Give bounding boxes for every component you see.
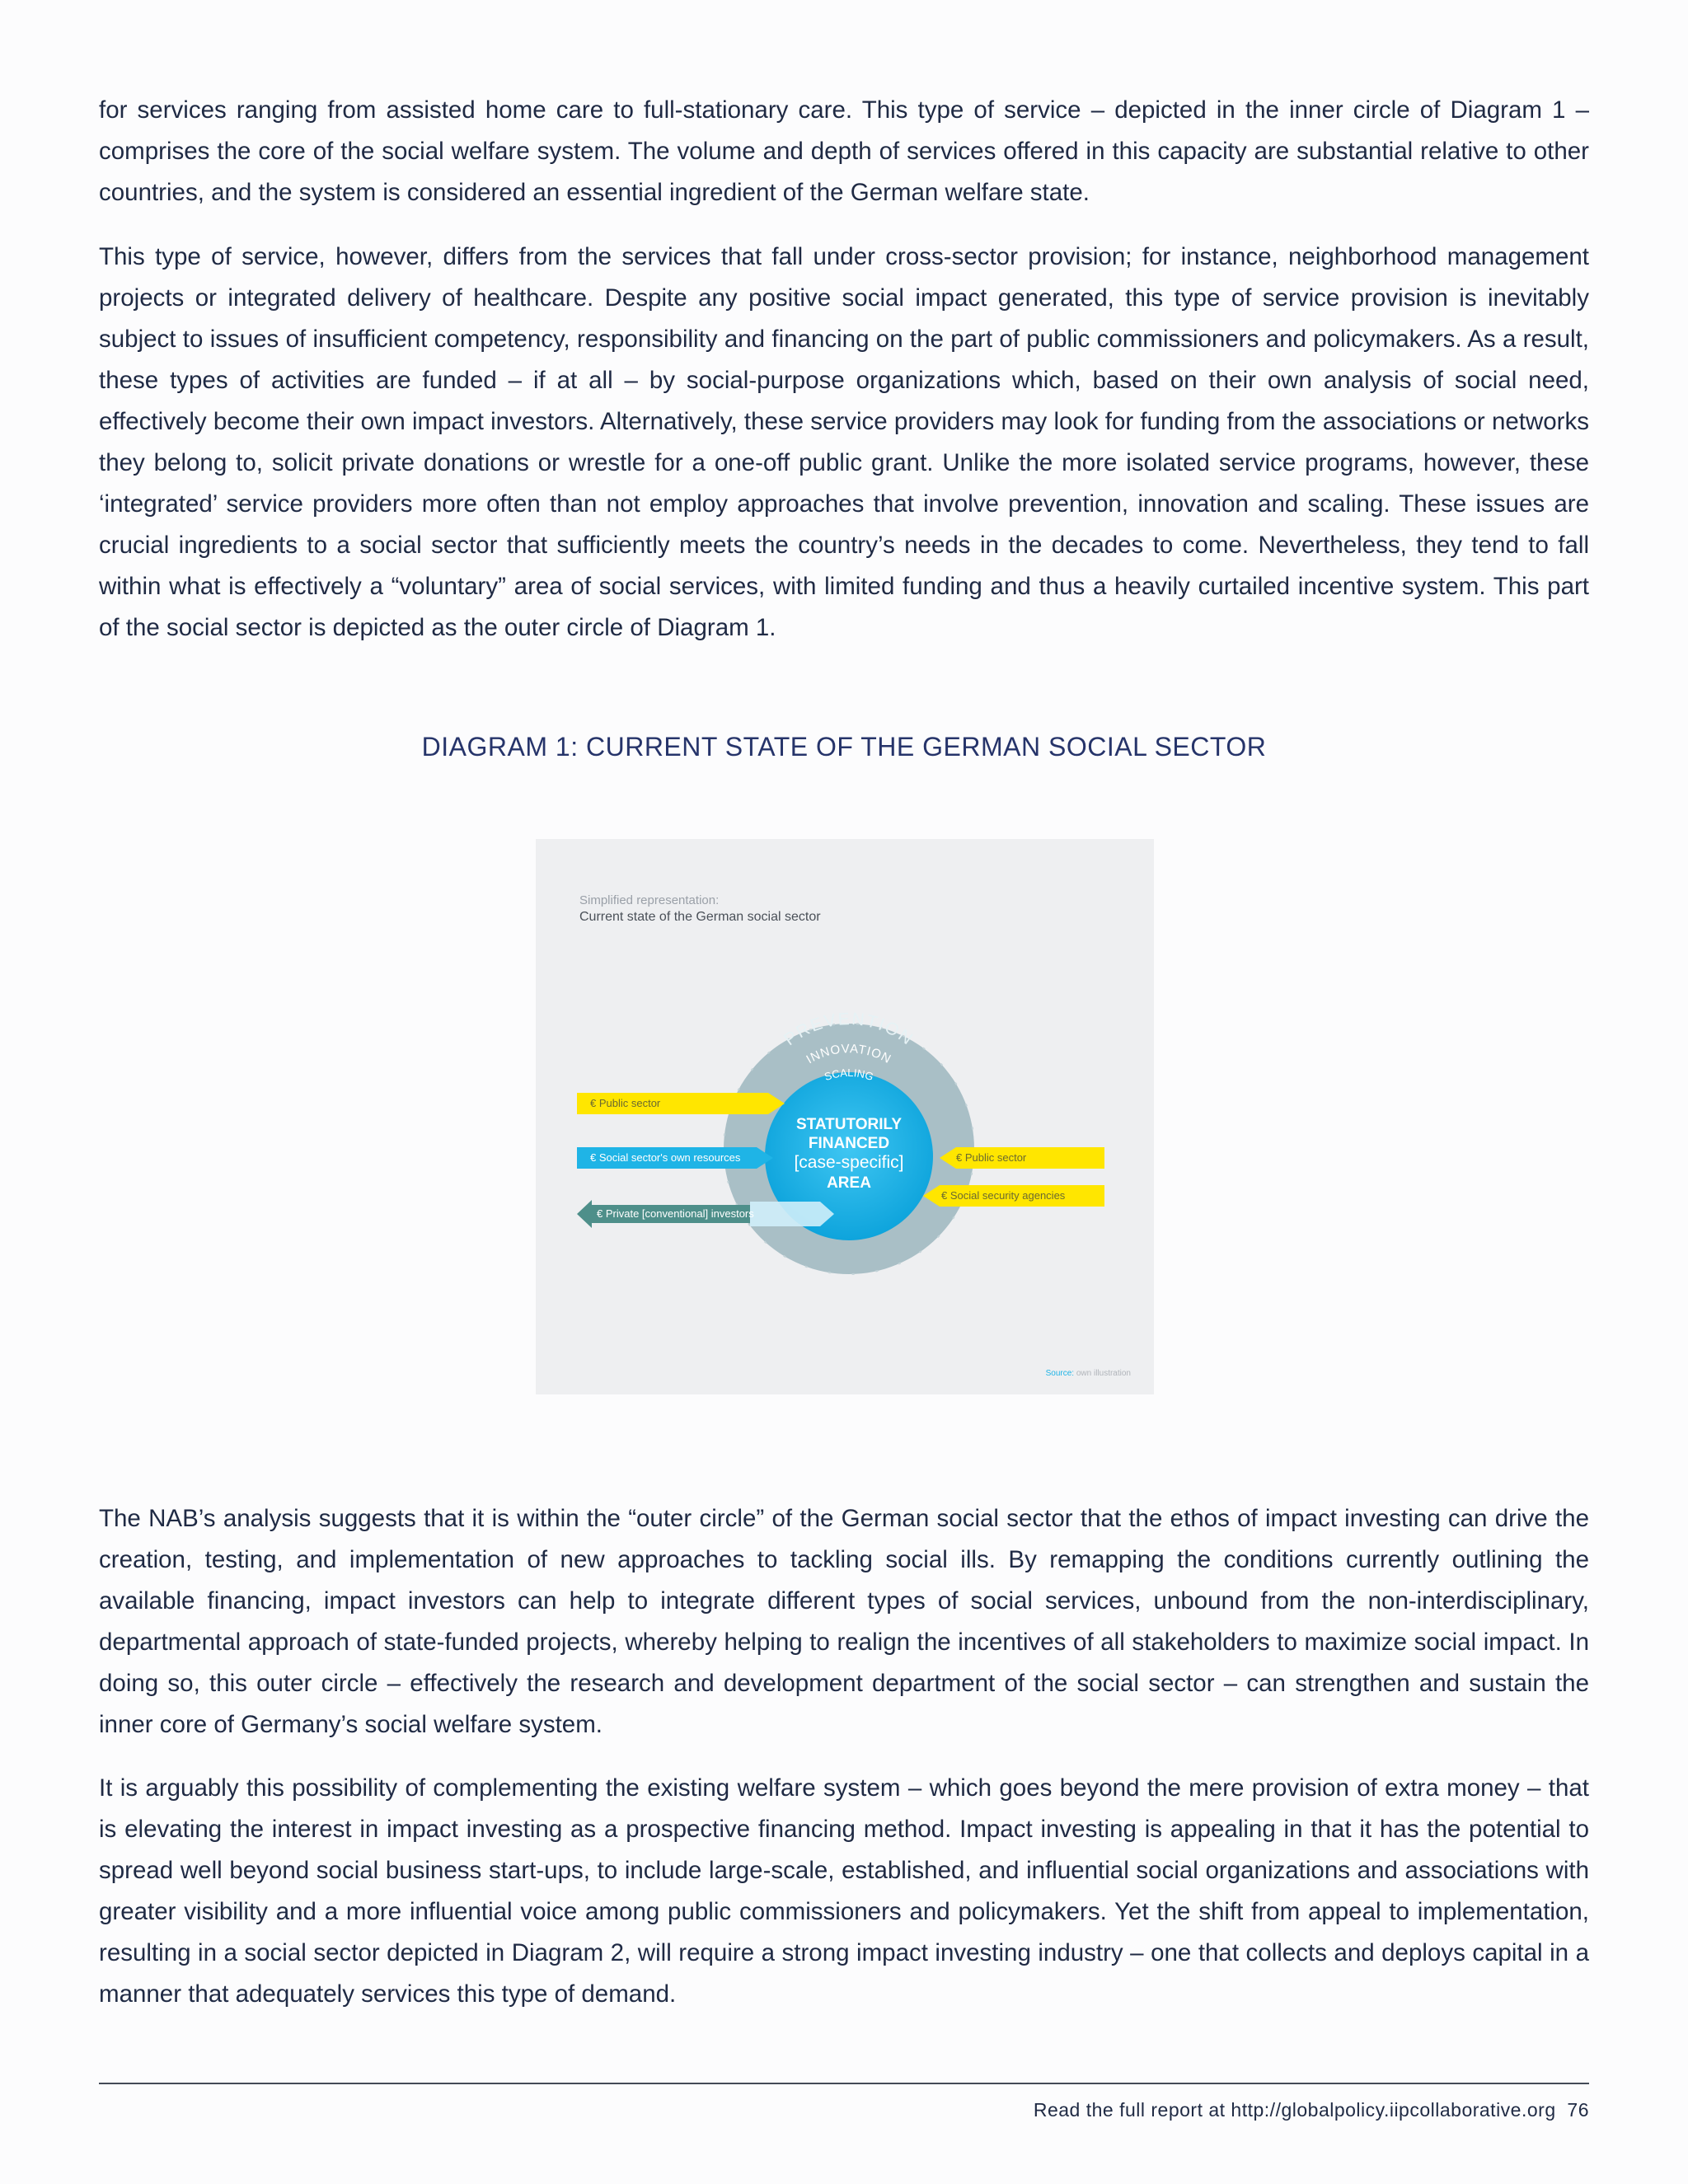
page-number: 76 [1567, 2099, 1589, 2121]
body-paragraph-3: The NAB’s analysis suggests that it is within the “outer circle” of the German social sector that the ethos of impact investing can drive the creation, testing, and implementation of new approaches to tackling social ills. By remapping the conditions currently outlining the available financing, impact investors can help to integrate different types of social services, unbound from the non-interdisciplinary, departmental approach of state-funded projects, whereby helping to realign the incentives of all stakeholders to maximize social impact. In doing so, this outer circle – effectively the research and development department of the social sector – can strengthen and sustain the inner core of Germany’s social welfare system. [99, 1505, 1589, 1738]
footer-report-link[interactable]: Read the full report at http://globalpolicy.iipcollaborative.org [1033, 2099, 1556, 2121]
figure-source [1046, 1369, 1131, 1378]
arrow-private-highlight [750, 1202, 834, 1226]
label-right-public-sector: € Public sector [956, 1151, 1027, 1164]
footer-divider [99, 2083, 1589, 2084]
label-left-own-resources: € Social sector's own resources [590, 1151, 741, 1164]
label-left-private-investors: € Private [conventional] investors [597, 1207, 754, 1220]
figure-caption-line1: Simplified representation: [579, 893, 720, 907]
ring-word-scaling: SCALING [823, 1066, 875, 1084]
center-financed: FINANCED [808, 1135, 890, 1152]
ring-word-prevention: PREVENTION [781, 1009, 917, 1050]
label-left-public-sector: € Public sector [590, 1097, 661, 1109]
source-value: own illustration [1076, 1369, 1131, 1378]
body-paragraph-2: This type of service, however, differs from the services that fall under cross-sector provision; for instance, neighborhood management projects or integrated delivery of healthcare. Despite any positive social impact generated, this type of service provision is inevitably subject to issues of insufficient competency, responsibility and financing on the part of public commissioners and policymakers. As a result, these types of activities are funded – if at all – by social-purpose organizations which, based on their own analysis of social need, effectively become their own impact investors. Alternatively, these service providers may look for funding from the associations or networks they belong to, solicit private donations or wrestle for a one-off public grant. Unlike the more isolated service programs, however, these ‘integrated’ service providers more often than not employ approaches that involve prevention, innovation and scaling. These issues are crucial ingredients to a social sector that sufficiently meets the country’s needs in the decades to come. Nevertheless, they tend to fall within what is effectively a “voluntary” area of social services, with limited funding and thus a heavily curtailed incentive system. This part of the social sector is depicted as the outer circle of Diagram 1. [99, 243, 1589, 641]
ring-word-innovation: INNOVATION [804, 1042, 894, 1067]
page-footer [1034, 2099, 1589, 2121]
source-key: Source: [1045, 1369, 1075, 1378]
diagram-heading: DIAGRAM 1: CURRENT STATE OF THE GERMAN SOCIAL SECTOR [421, 732, 1267, 762]
body-paragraph-4: It is arguably this possibility of complementing the existing welfare system – which goes beyond the mere provision of extra money – that is elevating the interest in impact investing as a prospective financing method. Impact investing is appealing in that it has the potential to spread well beyond social business start-ups, to include large-scale, established, and influential social organizations and associations with greater visibility and a more influential voice among public commissioners and policymakers. Yet the shift from appeal to implementation, resulting in a social sector depicted in Diagram 2, will require a strong impact investing industry – one that collects and deploys capital in a manner that adequately services this type of demand. [99, 1774, 1589, 2008]
diagram-figure [536, 839, 1154, 1394]
label-right-social-security: € Social security agencies [941, 1189, 1066, 1202]
center-statutorily: STATUTORILY [795, 1116, 903, 1133]
center-case-specific: [case-specific] [794, 1153, 904, 1172]
center-area: AREA [827, 1174, 871, 1192]
body-paragraph-1: for services ranging from assisted home care to full-stationary care. This type of service – depicted in the inner circle of Diagram 1 – comprises the core of the social welfare system. The volume and depth of services offered in this capacity are substantial relative to other countries, and the system is considered an essential ingredient of the German welfare state. [99, 96, 1589, 206]
figure-caption-line2: Current state of the German social sector [579, 910, 821, 924]
